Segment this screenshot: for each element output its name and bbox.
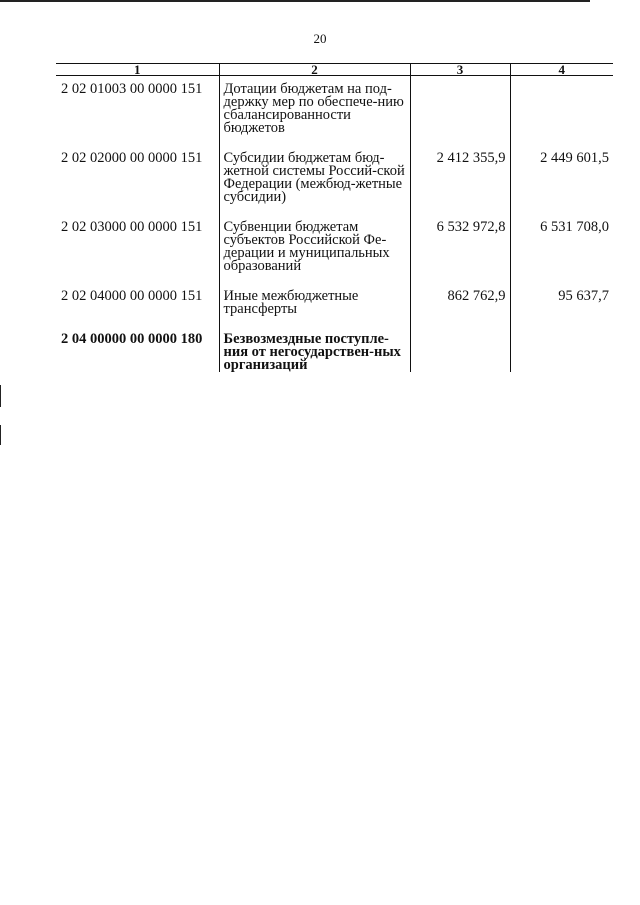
table-header-row [56,64,613,76]
row-code: 2 02 01003 00 0000 151 [61,81,203,97]
budget-table [56,63,613,372]
row-value-col3: 2 412 355,9 [410,145,510,214]
row-code: 2 04 00000 00 0000 180 [61,331,203,347]
column-header: 4 [510,64,613,76]
scan-mark-top [0,0,590,2]
row-value-col3: 6 532 972,8 [410,214,510,283]
row-value-col4 [510,326,613,372]
row-name: Иные межбюджетные трансферты [219,283,410,326]
row-value-col3 [410,326,510,372]
scan-mark-left-1 [0,385,1,407]
table-row [56,76,613,146]
scan-mark-left-2 [0,425,1,445]
row-code: 2 02 02000 00 0000 151 [61,150,203,166]
table-row [56,283,613,326]
row-code: 2 02 03000 00 0000 151 [61,219,203,235]
table-row [56,214,613,283]
column-header: 3 [410,64,510,76]
row-value-col3: 862 762,9 [410,283,510,326]
row-name: Безвозмездные поступле-ния от негосударствен-ных организаций [219,326,410,372]
row-value-col4: 95 637,7 [510,283,613,326]
column-header: 2 [219,64,410,76]
row-value-col4 [510,76,613,146]
page-number: 20 [313,31,327,46]
row-name: Дотации бюджетам на под-держку мер по обеспече-нию сбалансированности бюджетов [219,76,410,146]
row-name: Субсидии бюджетам бюд-жетной системы Россий-ской Федерации (межбюд-жетные субсидии) [219,145,410,214]
row-value-col4: 6 531 708,0 [510,214,613,283]
table-row [56,145,613,214]
row-name: Субвенции бюджетам субъектов Российской Фе-дерации и муниципальных образований [219,214,410,283]
table-row [56,326,613,372]
column-header: 1 [56,64,219,76]
row-code: 2 02 04000 00 0000 151 [61,288,203,304]
row-value-col3 [410,76,510,146]
row-value-col4: 2 449 601,5 [510,145,613,214]
